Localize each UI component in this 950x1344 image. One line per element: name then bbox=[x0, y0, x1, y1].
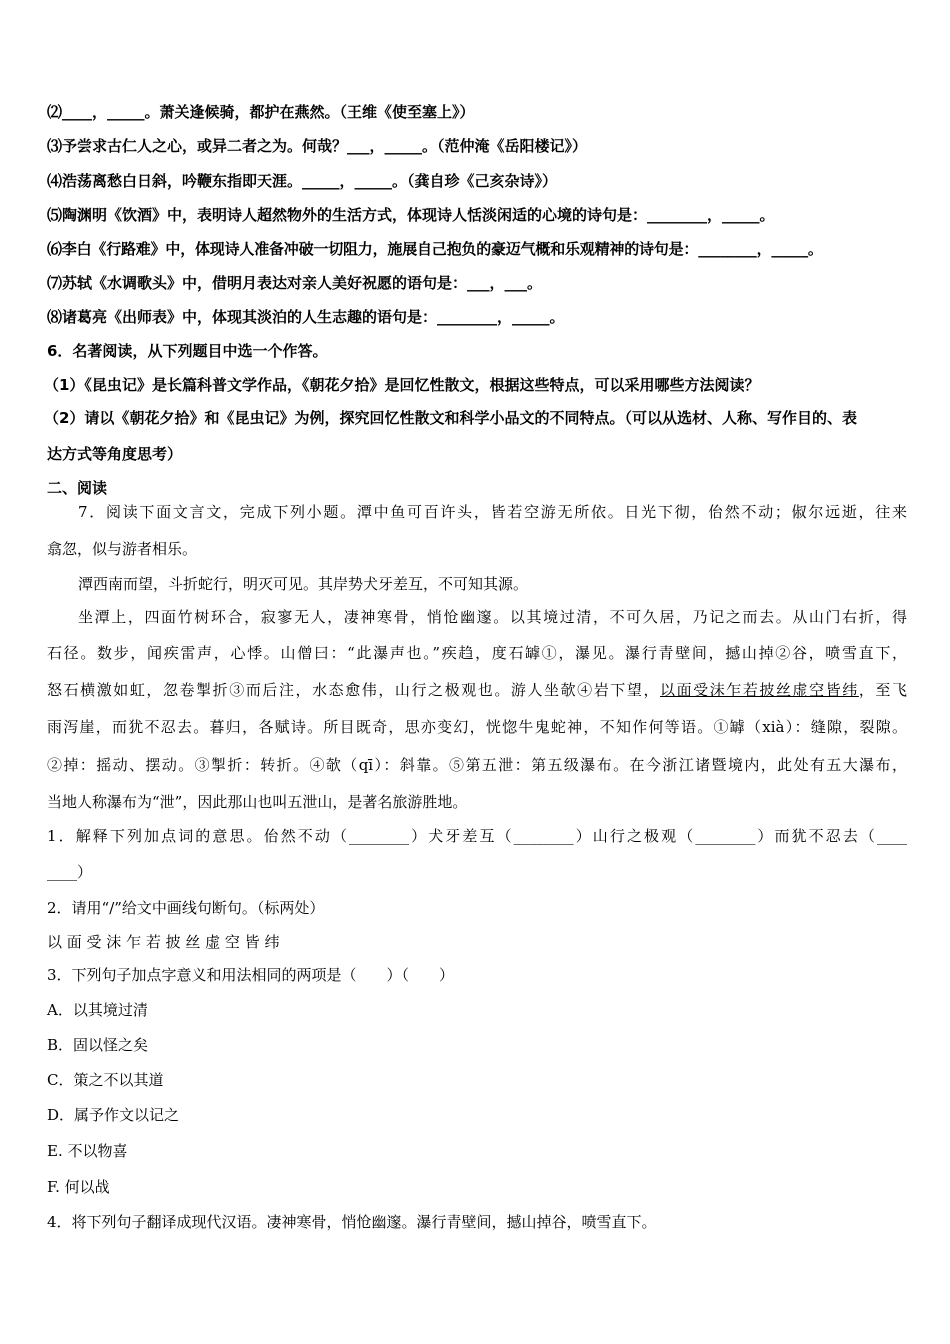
question-2: 2．请用“/”给文中画线句断句。（标两处） bbox=[47, 899, 325, 917]
passage-line: 7．阅读下面文言文，完成下列小题。潭中鱼可百许头，皆若空游无所依。日光下彻，佁然不动；俶尔远逝，往来 bbox=[78, 503, 907, 521]
q6-item1: （1）《昆虫记》是长篇科普文学作品，《朝花夕拾》是回忆性散文，根据这些特点，可以采用哪些方法阅读？ bbox=[44, 376, 760, 394]
fill-blank-4: ⑷浩荡离愁白日斜，吟鞭东指即天涯。_____，_____。（龚自珍《己亥杂诗》） bbox=[47, 172, 558, 190]
option-e: E. 不以物喜 bbox=[47, 1142, 128, 1160]
fill-blank-2: ⑵____，_____。萧关逢候骑，都护在燕然。（王维《使至塞上》） bbox=[47, 103, 475, 121]
option-c: C．策之不以其道 bbox=[47, 1071, 164, 1089]
question-1-cont: ____） bbox=[47, 863, 93, 881]
question-3: 3．下列句子加点字意义和用法相同的两项是（ ）（ ） bbox=[47, 966, 455, 984]
fill-blank-8: ⑻诸葛亮《出师表》中，体现其淡泊的人生志趣的语句是：________，_____。 bbox=[47, 308, 565, 326]
passage-line: 雨泻崖，而犹不忍去。暮归，各赋诗。所目既奇，思亦变幻，恍惚牛鬼蛇神，不知作何等语。①罅（xià）：缝隙，裂隙。 bbox=[47, 718, 907, 736]
q6-title: 6．名著阅读，从下列题目中选一个作答。 bbox=[47, 342, 328, 360]
section-heading: 二、阅读 bbox=[47, 479, 108, 497]
option-f: F. 何以战 bbox=[47, 1178, 110, 1196]
passage-line: 石径。数步，闻疾雷声，心悸。山僧曰：“此瀑声也。”疾趋，度石罅①，瀑见。瀑行青壁间，撼山掉②谷，喷雪直下， bbox=[47, 644, 907, 662]
question-1: 1．解释下列加点词的意思。佁然不动（________）犬牙差互（________）山行之极观（________）而犹不忍去（____ bbox=[47, 827, 907, 845]
q6-item2: （2）请以《朝花夕拾》和《昆虫记》为例，探究回忆性散文和科学小品文的不同特点。（可以从选材、人称、写作目的、表 bbox=[44, 409, 857, 427]
question-4: 4．将下列句子翻译成现代汉语。凄神寒骨，悄怆幽邃。瀑行青壁间，撼山掉谷，喷雪直下。 bbox=[47, 1213, 657, 1231]
q6-item2-cont: 达方式等角度思考） bbox=[47, 445, 183, 463]
passage-line: 坐潭上，四面竹树环合，寂寥无人，凄神寒骨，悄怆幽邃。以其境过清，不可久居，乃记之而去。从山门右折，得 bbox=[78, 608, 907, 626]
option-a: A．以其境过清 bbox=[47, 1001, 148, 1019]
passage-text: ，至飞 bbox=[858, 681, 907, 699]
option-d: D．属予作文以记之 bbox=[47, 1106, 180, 1124]
passage-line: 当地人称瀑布为“泄”，因此那山也叫五泄山，是著名旅游胜地。 bbox=[47, 793, 468, 811]
passage-line: 潭西南而望，斗折蛇行，明灭可见。其岸势犬牙差互，不可知其源。 bbox=[78, 575, 529, 593]
passage-text: 怒石横激如虹，忽卷掣折③而后注，水态愈伟，山行之极观也。游人坐欹④岩下望， bbox=[47, 681, 661, 699]
passage-line: ②掉：摇动、摆动。③掣折：转折。④欹（qī）：斜靠。⑤第五泄：第五级瀑布。在今浙江诸暨境内，此处有五大瀑布， bbox=[47, 756, 907, 774]
fill-blank-5: ⑸陶渊明《饮酒》中，表明诗人超然物外的生活方式，体现诗人恬淡闲适的心境的诗句是：________，_____。 bbox=[47, 206, 775, 224]
fill-blank-6: ⑹李白《行路难》中，体现诗人准备冲破一切阻力，施展自己抱负的豪迈气概和乐观精神的诗句是：________，_____。 bbox=[47, 240, 823, 258]
question-2-sentence: 以 面 受 沫 乍 若 披 丝 虚 空 皆 纬 bbox=[47, 933, 280, 951]
fill-blank-3: ⑶予尝求古仁人之心，或异二者之为。何哉？___，_____。（范仲淹《岳阳楼记》） bbox=[47, 137, 588, 155]
fill-blank-7: ⑺苏轼《水调歌头》中，借明月表达对亲人美好祝愿的语句是：___，___。 bbox=[47, 274, 543, 292]
passage-line: 翕忽，似与游者相乐。 bbox=[47, 540, 198, 558]
option-b: B．固以怪之矣 bbox=[47, 1036, 149, 1054]
passage-line bbox=[47, 680, 907, 700]
underlined-sentence: 以面受沫乍若披丝虚空皆纬 bbox=[660, 681, 859, 699]
